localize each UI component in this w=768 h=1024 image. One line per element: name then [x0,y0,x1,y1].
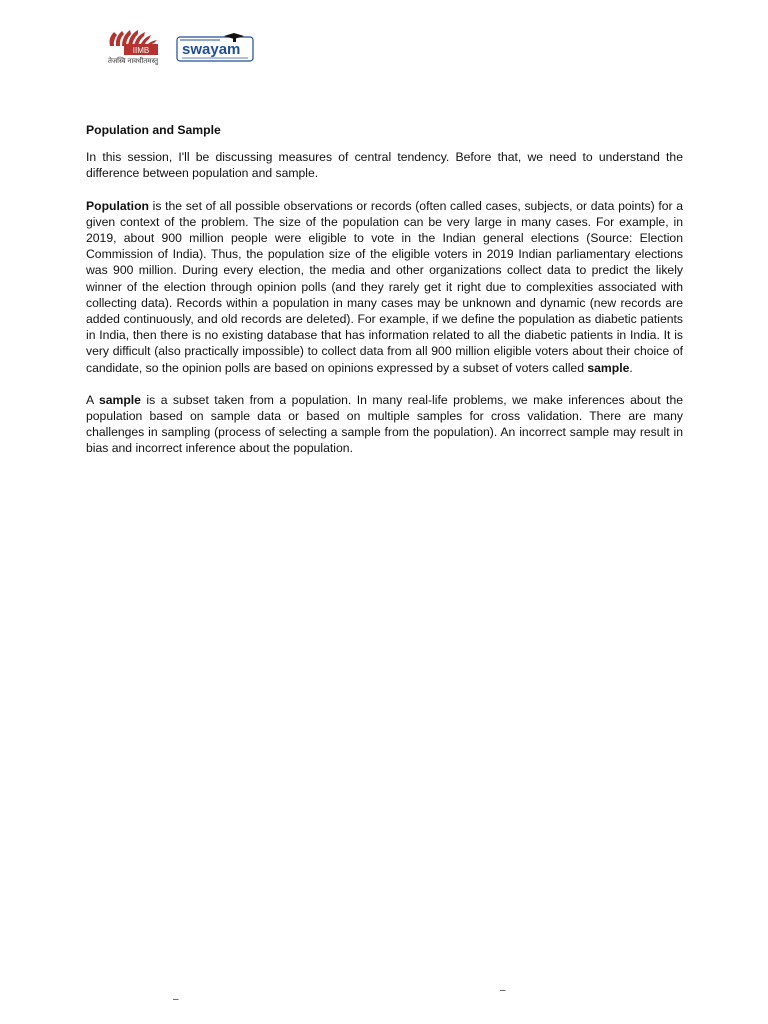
population-end-term: sample [587,360,630,375]
swayam-logo [176,32,256,70]
sample-term: sample [98,392,141,407]
iimb-logo [106,26,162,68]
intro-paragraph [86,149,683,181]
document-body [86,122,683,473]
population-end-punct: . [629,360,633,375]
intro-text: In this session, I'll be discussing measures of central tendency. Before that, we need to understand the difference between population and sample. [86,150,683,181]
sample-paragraph [86,392,683,457]
sample-prefix: A [86,392,99,407]
footer-mark-right: – [500,985,506,996]
population-paragraph [86,198,683,376]
iimb-logo-text: IIMB [132,46,150,55]
footer-mark-left: – [173,994,179,1005]
iimb-emblem-icon [106,26,162,58]
section-title: Population and Sample [86,123,221,137]
sample-text: is a subset taken from a population. In many real-life problems, we make inferences about the population based on sample data or based on multiple samples for cross validation. There are many challenges in sampling (process of selecting a sample from the population). An incorrect sample may result in bias and incorrect inference about the population. [86,392,684,456]
population-text: is the set of all possible observations or records (often called cases, subjects, or data points) for a given context of the problem. The size of the population can be very large in many cases. For example, in 2019, about 900 million people were eligible to vote in the Indian general elections (Source: Election Commission of India). Thus, the population size of the eligible voters in 2019 Indian parliamentary elections was 900 million. During every election, the media and other organizations collect data to predict the likely winner of the election through opinion polls (and they rarely get it right due to complexities associated with collecting data). Records within a population in many cases may be unknown and dynamic (new records are added continuously, and old records are deleted). For example, if we define the population as diabetic patients in India, then there is no existing database that has information related to all the diabetic patients in India. It is very difficult (also practically impossible) to collect data from all 900 million eligible voters about their choice of candidate, so the opinion polls are based on opinions expressed by a subset of voters called [86,198,683,375]
swayam-emblem-icon [176,32,256,64]
population-term: Population [86,198,149,213]
document-header [106,26,256,70]
swayam-logo-text: swayam [182,41,241,58]
iimb-tagline: तेजस्वि नावधीतमस्तु [108,58,159,65]
